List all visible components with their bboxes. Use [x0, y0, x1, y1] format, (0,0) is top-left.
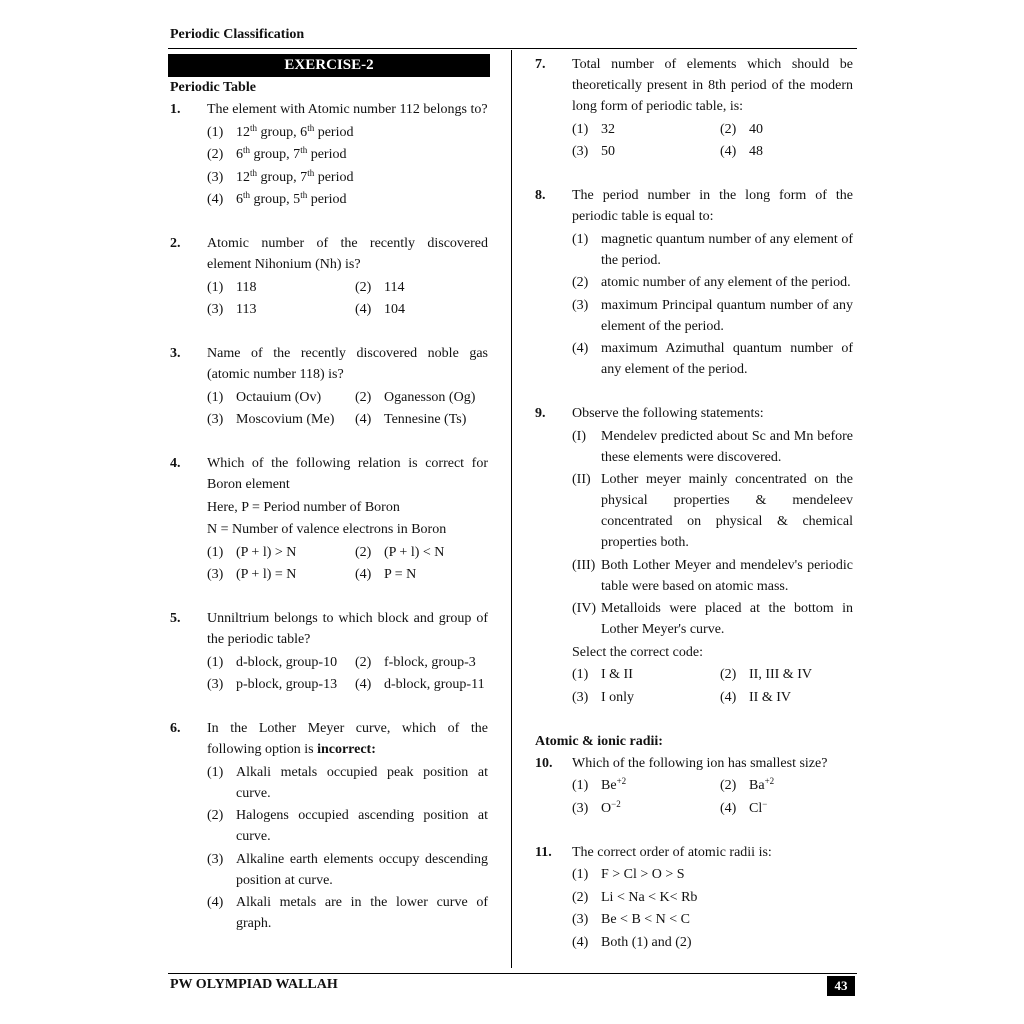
option-row: (1) I & II (2) II, III & IV	[572, 667, 812, 682]
option-4: (4) 6th group, 5th period	[207, 190, 347, 207]
question-5	[170, 608, 488, 695]
option-2: (2) atomic number of any element of the period.	[572, 275, 851, 290]
option-4: (4) Both (1) and (2)	[572, 934, 692, 950]
question-text: Which of the following relation is correct for Boron element	[207, 456, 488, 492]
question-1	[170, 99, 488, 210]
question-text: Atomic number of the recently discovered element Nihonium (Nh) is?	[207, 236, 488, 272]
page-number: 43	[827, 976, 855, 996]
option-row: (3) Moscovium (Me) (4) Tennesine (Ts)	[207, 412, 467, 427]
option-row: (1) 32 (2) 40	[572, 121, 763, 137]
question-number: 8.	[535, 188, 546, 203]
option-row: (1) 118 (2) 114	[207, 279, 405, 295]
statement-1: (I) Mendelev predicted about Sc and Mn before these elements were discovered.	[572, 428, 853, 465]
option-2: (2) 6th group, 7th period	[207, 145, 347, 162]
question-4	[170, 453, 488, 585]
statement-3: (III) Both Lother Meyer and mendelev's periodic table were based on atomic mass.	[572, 557, 853, 594]
left-column	[170, 54, 488, 934]
question-text: In the Lother Meyer curve, which of the following option is incorrect:	[207, 721, 488, 757]
question-10	[535, 753, 853, 819]
option-row: (3) (P + l) = N (4) P = N	[207, 567, 417, 582]
right-column	[535, 54, 853, 953]
footer-rule	[168, 973, 857, 974]
question-number: 7.	[535, 57, 546, 72]
option-1: (1) Alkali metals occupied peak position at curve.	[207, 764, 488, 801]
question-8	[535, 185, 853, 380]
question-number: 6.	[170, 721, 181, 736]
question-text-line: N = Number of valence electrons in Boron	[207, 522, 447, 537]
section-heading-periodic-table: Periodic Table	[170, 80, 256, 95]
question-text: Which of the following ion has smallest size?	[572, 755, 828, 771]
option-1: (1) magnetic quantum number of any element of the period.	[572, 231, 853, 268]
option-2: (2) Halogens occupied ascending position at curve.	[207, 808, 488, 844]
question-text: Unniltrium belongs to which block and group of the periodic table?	[207, 611, 488, 647]
option-row: (3) 113 (4) 104	[207, 302, 405, 317]
option-2: (2) Li < Na < K< Rb	[572, 889, 698, 905]
option-row: (3) 50 (4) 48	[572, 144, 763, 159]
question-text: The correct order of atomic radii is:	[572, 844, 772, 860]
section-heading-atomic-radii: Atomic & ionic radii:	[535, 733, 663, 749]
footer-publisher: PW OLYMPIAD WALLAH	[170, 977, 338, 992]
option-row: (3) p-block, group-13 (4) d-block, group-11	[207, 677, 485, 692]
option-1: (1) 12th group, 6th period	[207, 122, 354, 140]
question-7	[535, 54, 853, 162]
question-number: 4.	[170, 456, 181, 471]
option-4: (4) Alkali metals are in the lower curve of graph.	[207, 895, 488, 931]
question-6	[170, 718, 488, 934]
question-text: The period number in the long form of the periodic table is equal to:	[572, 188, 853, 224]
select-code-text: Select the correct code:	[572, 644, 703, 660]
option-row: (1) d-block, group-10 (2) f-block, group-3	[207, 654, 476, 670]
question-text-line: Here, P = Period number of Boron	[207, 499, 400, 515]
option-row: (3) $O^{-2}$ (4) Cl−	[572, 798, 768, 816]
question-number: 5.	[170, 611, 181, 626]
exercise-banner: EXERCISE-2	[168, 54, 490, 77]
page-header-title: Periodic Classification	[170, 27, 305, 42]
question-text: Observe the following statements:	[572, 406, 764, 421]
option-row: (3) I only (4) II & IV	[572, 689, 791, 705]
option-4: (4) maximum Azimuthal quantum number of any element of the period.	[572, 341, 853, 377]
option-1: (1) F > Cl > O > S	[572, 867, 685, 882]
question-number: 9.	[535, 406, 546, 421]
question-text: Total number of elements which should be theoretically present in 8th period of the modern long form of periodic table, is:	[572, 57, 853, 114]
option-row: (1) Octauium (Ov) (2) Oganesson (Og)	[207, 389, 476, 405]
header-rule	[168, 48, 857, 49]
question-number: 2.	[170, 236, 181, 251]
option-3: (3) Be < B < N < C	[572, 912, 691, 927]
question-3	[170, 343, 488, 430]
question-number: 3.	[170, 346, 181, 361]
column-divider	[511, 50, 512, 968]
option-row: (1) (P + l) > N (2) (P + l) < N	[207, 544, 445, 560]
question-2	[170, 233, 488, 320]
option-3: (3) maximum Principal quantum number of any element of the period.	[572, 297, 853, 334]
question-text: Name of the recently discovered noble gas (atomic number 118) is?	[207, 346, 488, 382]
question-11	[535, 842, 853, 953]
statement-2: (II) Lother meyer mainly concentrated on the physical properties & mendeleev concentrated on physical & chemical properties both.	[572, 472, 853, 550]
question-number: 1.	[170, 102, 181, 117]
question-number: 11.	[535, 844, 552, 860]
option-3: (3) 12th group, 7th period	[207, 167, 354, 185]
option-row: (1) $Be^{+2}$ (2) $Ba^{+2}$	[572, 776, 775, 793]
question-9	[535, 403, 853, 708]
question-number: 10.	[535, 755, 553, 771]
statement-4: (IV) Metalloids were placed at the bottom in Lother Meyer's curve.	[572, 601, 853, 637]
option-3: (3) Alkaline earth elements occupy descending position at curve.	[207, 851, 488, 888]
question-text: The element with Atomic number 112 belongs to?	[207, 102, 488, 117]
